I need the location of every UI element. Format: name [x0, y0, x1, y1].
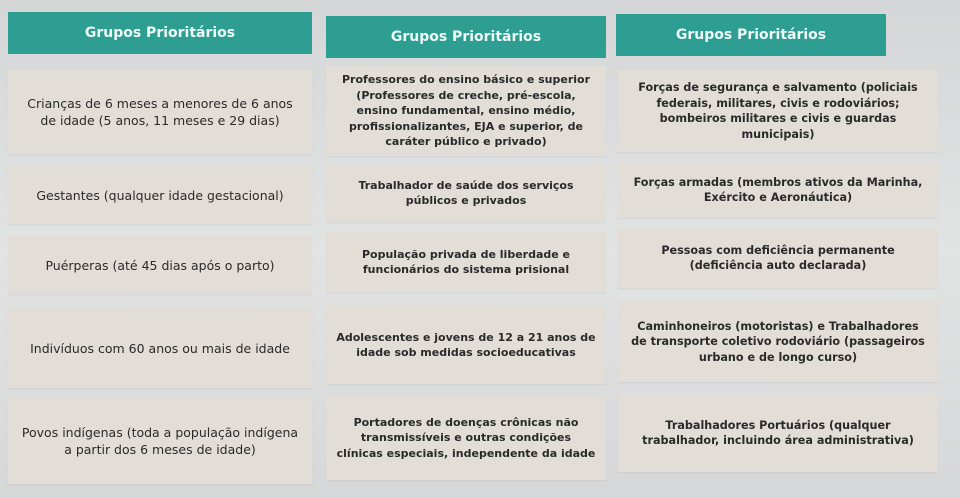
- group-cell: Povos indígenas (toda a população indígena a partir dos 6 meses de idade): [8, 398, 312, 484]
- group-cell: Adolescentes e jovens de 12 a 21 anos de idade sob medidas socioeducativas: [326, 306, 606, 384]
- group-cell: Trabalhadores Portuários (qualquer trabalhador, incluindo área administrativa): [618, 394, 938, 472]
- group-cell: Forças de segurança e salvamento (policiais federais, militares, civis e rodoviários; bombeiros militares e civis e guardas municipais): [618, 70, 938, 152]
- group-cell: Caminhoneiros (motoristas) e Trabalhadores de transporte coletivo rodoviário (passageiros urbano e de longo curso): [618, 302, 938, 382]
- group-cell: Professores do ensino básico e superior (Professores de creche, pré-escola, ensino fundamental, ensino médio, profissionalizantes, EJA e superior, de caráter público e privado): [326, 66, 606, 156]
- group-cell: Crianças de 6 meses a menores de 6 anos de idade (5 anos, 11 meses e 29 dias): [8, 70, 312, 154]
- group-cell: Pessoas com deficiência permanente (deficiência auto declarada): [618, 228, 938, 288]
- group-cell: Trabalhador de saúde dos serviços públicos e privados: [326, 164, 606, 222]
- group-cell: Portadores de doenças crônicas não transmissíveis e outras condições clínicas especiais, independente da idade: [326, 396, 606, 480]
- group-cell: Gestantes (qualquer idade gestacional): [8, 166, 312, 224]
- group-cell: População privada de liberdade e funcionários do sistema prisional: [326, 232, 606, 292]
- column-header: Grupos Prioritários: [326, 16, 606, 58]
- group-cell: Indivíduos com 60 anos ou mais de idade: [8, 308, 312, 388]
- group-cell: Puérperas (até 45 dias após o parto): [8, 236, 312, 294]
- column-header: Grupos Prioritários: [616, 14, 886, 56]
- column-header: Grupos Prioritários: [8, 12, 312, 54]
- group-cell: Forças armadas (membros ativos da Marinha, Exército e Aeronáutica): [618, 162, 938, 218]
